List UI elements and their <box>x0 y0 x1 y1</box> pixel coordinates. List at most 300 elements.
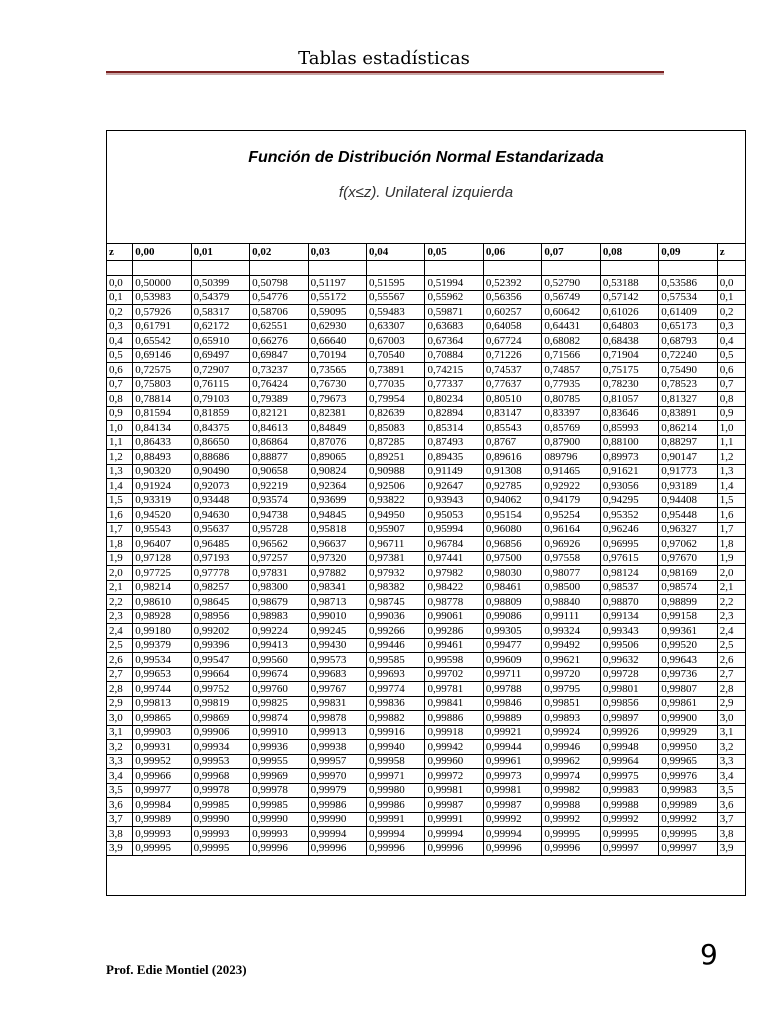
probability-cell: 0,97615 <box>600 551 658 566</box>
table-row <box>107 827 746 842</box>
z-value-cell: 0,4 <box>717 334 745 349</box>
probability-cell: 0,92073 <box>191 479 249 494</box>
probability-cell: 0,90988 <box>367 464 425 479</box>
probability-cell: 0,95818 <box>308 522 366 537</box>
probability-cell: 0,96711 <box>367 537 425 552</box>
probability-cell: 0,67364 <box>425 334 483 349</box>
probability-cell: 0,99324 <box>542 624 600 639</box>
z-value-cell: 3,9 <box>107 841 133 856</box>
z-value-cell: 3,2 <box>107 740 133 755</box>
probability-cell: 0,56749 <box>542 290 600 305</box>
z-value-cell: 2,4 <box>717 624 745 639</box>
probability-cell: 0,98461 <box>483 580 541 595</box>
probability-cell: 0,97670 <box>659 551 717 566</box>
probability-cell: 0,86433 <box>133 435 191 450</box>
probability-cell: 0,74215 <box>425 363 483 378</box>
probability-cell: 0,68438 <box>600 334 658 349</box>
probability-cell: 0,84134 <box>133 421 191 436</box>
probability-cell: 0,99807 <box>659 682 717 697</box>
z-value-cell: 1,9 <box>107 551 133 566</box>
probability-cell: 0,79103 <box>191 392 249 407</box>
probability-cell: 0,69497 <box>191 348 249 363</box>
z-value-cell: 1,4 <box>717 479 745 494</box>
column-header: 0,06 <box>483 244 541 261</box>
z-value-cell: 0,4 <box>107 334 133 349</box>
probability-cell: 0,98257 <box>191 580 249 595</box>
probability-cell: 0,99980 <box>367 783 425 798</box>
probability-cell: 0,98500 <box>542 580 600 595</box>
probability-cell: 0,87493 <box>425 435 483 450</box>
z-table <box>106 243 746 856</box>
probability-cell: 0,72240 <box>659 348 717 363</box>
probability-cell: 0,75175 <box>600 363 658 378</box>
probability-cell: 0,74857 <box>542 363 600 378</box>
probability-cell: 0,99245 <box>308 624 366 639</box>
probability-cell: 0,98382 <box>367 580 425 595</box>
probability-cell: 0,61026 <box>600 305 658 320</box>
probability-cell: 0,66640 <box>308 334 366 349</box>
z-value-cell: 3,5 <box>107 783 133 798</box>
probability-cell: 0,99305 <box>483 624 541 639</box>
probability-cell: 0,93943 <box>425 493 483 508</box>
probability-cell: 0,99795 <box>542 682 600 697</box>
z-value-cell: 2,5 <box>107 638 133 653</box>
probability-cell: 0,99924 <box>542 725 600 740</box>
probability-cell: 0,99506 <box>600 638 658 653</box>
z-value-cell: 1,9 <box>717 551 745 566</box>
probability-cell: 0,91773 <box>659 464 717 479</box>
probability-cell: 0,81594 <box>133 406 191 421</box>
z-value-cell: 1,0 <box>717 421 745 436</box>
probability-cell: 0,99996 <box>250 841 308 856</box>
probability-cell: 0,99856 <box>600 696 658 711</box>
probability-cell: 0,99996 <box>367 841 425 856</box>
column-header: 0,00 <box>133 244 191 261</box>
table-row <box>107 812 746 827</box>
probability-cell: 0,94179 <box>542 493 600 508</box>
spacer-cell <box>367 261 425 276</box>
probability-cell: 0,88493 <box>133 450 191 465</box>
probability-cell: 0,86650 <box>191 435 249 450</box>
probability-cell: 0,68793 <box>659 334 717 349</box>
z-value-cell: 0,7 <box>717 377 745 392</box>
probability-cell: 0,98537 <box>600 580 658 595</box>
z-value-cell: 2,7 <box>107 667 133 682</box>
probability-cell: 0,70540 <box>367 348 425 363</box>
z-value-cell: 1,1 <box>107 435 133 450</box>
probability-cell: 0,73891 <box>367 363 425 378</box>
probability-cell: 0,60642 <box>542 305 600 320</box>
probability-cell: 0,91924 <box>133 479 191 494</box>
probability-cell: 0,96164 <box>542 522 600 537</box>
probability-cell: 0,56356 <box>483 290 541 305</box>
probability-cell: 0,92506 <box>367 479 425 494</box>
probability-cell: 0,79673 <box>308 392 366 407</box>
z-value-cell: 3,8 <box>107 827 133 842</box>
probability-cell: 0,98713 <box>308 595 366 610</box>
probability-cell: 0,99992 <box>659 812 717 827</box>
probability-cell: 0,99940 <box>367 740 425 755</box>
probability-cell: 0,99989 <box>659 798 717 813</box>
probability-cell: 0,78814 <box>133 392 191 407</box>
probability-cell: 0,99986 <box>308 798 366 813</box>
footer-author: Prof. Edie Montiel (2023) <box>106 962 247 977</box>
probability-cell: 0,98124 <box>600 566 658 581</box>
probability-cell: 0,97062 <box>659 537 717 552</box>
probability-cell: 0,99224 <box>250 624 308 639</box>
probability-cell: 0,99934 <box>191 740 249 755</box>
probability-cell: 0,99946 <box>542 740 600 755</box>
probability-cell: 0,99997 <box>659 841 717 856</box>
probability-cell: 0,99903 <box>133 725 191 740</box>
z-value-cell: 2,1 <box>107 580 133 595</box>
probability-cell: 0,64431 <box>542 319 600 334</box>
probability-cell: 0,99994 <box>308 827 366 842</box>
probability-cell: 0,98679 <box>250 595 308 610</box>
probability-cell: 0,99180 <box>133 624 191 639</box>
probability-cell: 0,99889 <box>483 711 541 726</box>
spacer-cell <box>425 261 483 276</box>
probability-cell: 0,91308 <box>483 464 541 479</box>
column-header: 0,01 <box>191 244 249 261</box>
z-value-cell: 0,3 <box>717 319 745 334</box>
page-header-title: Tablas estadísticas <box>298 48 470 69</box>
probability-cell: 0,99942 <box>425 740 483 755</box>
probability-cell: 0,99965 <box>659 754 717 769</box>
probability-cell: 0,99760 <box>250 682 308 697</box>
probability-cell: 0,99977 <box>133 783 191 798</box>
probability-cell: 0,89435 <box>425 450 483 465</box>
probability-cell: 0,93319 <box>133 493 191 508</box>
probability-cell: 0,99910 <box>250 725 308 740</box>
probability-cell: 0,99994 <box>367 827 425 842</box>
z-value-cell: 0,9 <box>717 406 745 421</box>
probability-cell: 0,99913 <box>308 725 366 740</box>
z-value-cell: 0,0 <box>107 276 133 291</box>
probability-cell: 0,86214 <box>659 421 717 436</box>
probability-cell: 0,59871 <box>425 305 483 320</box>
probability-cell: 0,99585 <box>367 653 425 668</box>
probability-cell: 0,99987 <box>425 798 483 813</box>
probability-cell: 0,99711 <box>483 667 541 682</box>
table-row <box>107 319 746 334</box>
probability-cell: 0,99964 <box>600 754 658 769</box>
probability-cell: 0,53586 <box>659 276 717 291</box>
probability-cell: 0,99643 <box>659 653 717 668</box>
z-value-cell: 1,1 <box>717 435 745 450</box>
probability-cell: 0,99882 <box>367 711 425 726</box>
table-row <box>107 290 746 305</box>
probability-cell: 0,99978 <box>191 783 249 798</box>
probability-cell: 0,94408 <box>659 493 717 508</box>
probability-cell: 0,99929 <box>659 725 717 740</box>
probability-cell: 0,98300 <box>250 580 308 595</box>
probability-cell: 0,54776 <box>250 290 308 305</box>
page-number: 9 <box>700 938 718 971</box>
probability-cell: 0,95254 <box>542 508 600 523</box>
probability-cell: 0,95448 <box>659 508 717 523</box>
probability-cell: 0,99361 <box>659 624 717 639</box>
z-value-cell: 3,1 <box>717 725 745 740</box>
z-value-cell: 1,3 <box>717 464 745 479</box>
probability-cell: 0,99134 <box>600 609 658 624</box>
probability-cell: 0,99461 <box>425 638 483 653</box>
probability-cell: 0,82639 <box>367 406 425 421</box>
probability-cell: 089796 <box>542 450 600 465</box>
probability-cell: 0,81057 <box>600 392 658 407</box>
probability-cell: 0,99520 <box>659 638 717 653</box>
header-row <box>107 244 746 261</box>
probability-cell: 0,89616 <box>483 450 541 465</box>
probability-cell: 0,99991 <box>425 812 483 827</box>
probability-cell: 0,99430 <box>308 638 366 653</box>
table-row <box>107 609 746 624</box>
probability-cell: 0,94062 <box>483 493 541 508</box>
probability-cell: 0,80785 <box>542 392 600 407</box>
probability-cell: 0,99992 <box>600 812 658 827</box>
z-value-cell: 3,0 <box>717 711 745 726</box>
probability-cell: 0,99995 <box>600 827 658 842</box>
probability-cell: 0,99632 <box>600 653 658 668</box>
probability-cell: 0,99982 <box>542 783 600 798</box>
probability-cell: 0,99975 <box>600 769 658 784</box>
probability-cell: 0,81859 <box>191 406 249 421</box>
probability-cell: 0,99774 <box>367 682 425 697</box>
probability-cell: 0,99952 <box>133 754 191 769</box>
table-row <box>107 740 746 755</box>
probability-cell: 0,99962 <box>542 754 600 769</box>
spacer-cell <box>483 261 541 276</box>
probability-cell: 0,99958 <box>367 754 425 769</box>
table-row <box>107 566 746 581</box>
probability-cell: 0,99984 <box>133 798 191 813</box>
z-value-cell: 2,0 <box>107 566 133 581</box>
probability-cell: 0,50798 <box>250 276 308 291</box>
probability-cell: 0,96246 <box>600 522 658 537</box>
probability-cell: 0,99992 <box>542 812 600 827</box>
probability-cell: 0,87285 <box>367 435 425 450</box>
probability-cell: 0,98574 <box>659 580 717 595</box>
probability-cell: 0,99996 <box>308 841 366 856</box>
probability-cell: 0,86864 <box>250 435 308 450</box>
probability-cell: 0,76730 <box>308 377 366 392</box>
table-row <box>107 508 746 523</box>
z-value-cell: 0,6 <box>717 363 745 378</box>
probability-cell: 0,97778 <box>191 566 249 581</box>
probability-cell: 0,85543 <box>483 421 541 436</box>
probability-cell: 0,52790 <box>542 276 600 291</box>
probability-cell: 0,91621 <box>600 464 658 479</box>
probability-cell: 0,97381 <box>367 551 425 566</box>
probability-cell: 0,94295 <box>600 493 658 508</box>
probability-cell: 0,61409 <box>659 305 717 320</box>
probability-cell: 0,91149 <box>425 464 483 479</box>
probability-cell: 0,95352 <box>600 508 658 523</box>
table-row <box>107 537 746 552</box>
probability-cell: 0,92922 <box>542 479 600 494</box>
probability-cell: 0,99995 <box>133 841 191 856</box>
z-value-cell: 2,1 <box>717 580 745 595</box>
probability-cell: 0,80234 <box>425 392 483 407</box>
probability-cell: 0,99752 <box>191 682 249 697</box>
probability-cell: 0,99957 <box>308 754 366 769</box>
probability-cell: 0,91465 <box>542 464 600 479</box>
probability-cell: 0,96407 <box>133 537 191 552</box>
probability-cell: 0,99938 <box>308 740 366 755</box>
probability-cell: 0,99744 <box>133 682 191 697</box>
probability-cell: 0,99955 <box>250 754 308 769</box>
probability-cell: 0,89065 <box>308 450 366 465</box>
probability-cell: 0,99202 <box>191 624 249 639</box>
probability-cell: 0,93699 <box>308 493 366 508</box>
z-value-cell: 1,0 <box>107 421 133 436</box>
probability-cell: 0,99111 <box>542 609 600 624</box>
z-value-cell: 2,2 <box>717 595 745 610</box>
probability-cell: 0,69847 <box>250 348 308 363</box>
probability-cell: 0,55172 <box>308 290 366 305</box>
table-row <box>107 493 746 508</box>
probability-cell: 0,71566 <box>542 348 600 363</box>
probability-cell: 0,93822 <box>367 493 425 508</box>
table-row <box>107 725 746 740</box>
probability-cell: 0,99950 <box>659 740 717 755</box>
probability-cell: 0,80510 <box>483 392 541 407</box>
probability-cell: 0,55962 <box>425 290 483 305</box>
probability-cell: 0,94520 <box>133 508 191 523</box>
table-row <box>107 377 746 392</box>
probability-cell: 0,99916 <box>367 725 425 740</box>
z-value-cell: 2,4 <box>107 624 133 639</box>
probability-cell: 0,96926 <box>542 537 600 552</box>
probability-cell: 0,67724 <box>483 334 541 349</box>
z-value-cell: 2,0 <box>717 566 745 581</box>
probability-cell: 0,90320 <box>133 464 191 479</box>
probability-cell: 0,99985 <box>250 798 308 813</box>
probability-cell: 0,75803 <box>133 377 191 392</box>
probability-cell: 0,99944 <box>483 740 541 755</box>
probability-cell: 0,99969 <box>250 769 308 784</box>
probability-cell: 0,88100 <box>600 435 658 450</box>
probability-cell: 0,99976 <box>659 769 717 784</box>
probability-cell: 0,98778 <box>425 595 483 610</box>
probability-cell: 0,68082 <box>542 334 600 349</box>
probability-cell: 0,94845 <box>308 508 366 523</box>
probability-cell: 0,99981 <box>483 783 541 798</box>
probability-cell: 0,99993 <box>191 827 249 842</box>
probability-cell: 0,99767 <box>308 682 366 697</box>
probability-cell: 0,57926 <box>133 305 191 320</box>
z-value-cell: 2,7 <box>717 667 745 682</box>
probability-cell: 0,61791 <box>133 319 191 334</box>
probability-cell: 0,72575 <box>133 363 191 378</box>
probability-cell: 0,92647 <box>425 479 483 494</box>
probability-cell: 0,99781 <box>425 682 483 697</box>
z-value-cell: 0,5 <box>107 348 133 363</box>
probability-cell: 0,83147 <box>483 406 541 421</box>
probability-cell: 0,99983 <box>659 783 717 798</box>
probability-cell: 0,98840 <box>542 595 600 610</box>
probability-cell: 0,90147 <box>659 450 717 465</box>
probability-cell: 0,97500 <box>483 551 541 566</box>
table-row <box>107 348 746 363</box>
probability-cell: 0,99846 <box>483 696 541 711</box>
probability-cell: 0,99664 <box>191 667 249 682</box>
probability-cell: 0,64803 <box>600 319 658 334</box>
probability-cell: 0,96562 <box>250 537 308 552</box>
probability-cell: 0,99609 <box>483 653 541 668</box>
probability-cell: 0,94950 <box>367 508 425 523</box>
probability-cell: 0,99674 <box>250 667 308 682</box>
probability-cell: 0,88297 <box>659 435 717 450</box>
probability-cell: 0,99990 <box>308 812 366 827</box>
probability-cell: 0,71904 <box>600 348 658 363</box>
probability-cell: 0,66276 <box>250 334 308 349</box>
probability-cell: 0,99886 <box>425 711 483 726</box>
probability-cell: 0,83646 <box>600 406 658 421</box>
probability-cell: 0,99831 <box>308 696 366 711</box>
probability-cell: 0,99978 <box>250 783 308 798</box>
probability-cell: 0,99683 <box>308 667 366 682</box>
table-title: Función de Distribución Normal Estandarizada <box>248 149 604 166</box>
z-value-cell: 1,7 <box>107 522 133 537</box>
z-value-cell: 1,2 <box>107 450 133 465</box>
probability-cell: 0,51994 <box>425 276 483 291</box>
probability-cell: 0,99061 <box>425 609 483 624</box>
probability-cell: 0,8767 <box>483 435 541 450</box>
probability-cell: 0,99865 <box>133 711 191 726</box>
probability-cell: 0,99861 <box>659 696 717 711</box>
probability-cell: 0,98077 <box>542 566 600 581</box>
column-header: z <box>107 244 133 261</box>
probability-cell: 0,76115 <box>191 377 249 392</box>
probability-cell: 0,90824 <box>308 464 366 479</box>
probability-cell: 0,59095 <box>308 305 366 320</box>
z-value-cell: 0,8 <box>107 392 133 407</box>
table-row <box>107 479 746 494</box>
probability-cell: 0,99736 <box>659 667 717 682</box>
probability-cell: 0,54379 <box>191 290 249 305</box>
probability-cell: 0,99968 <box>191 769 249 784</box>
probability-cell: 0,57142 <box>600 290 658 305</box>
probability-cell: 0,99992 <box>483 812 541 827</box>
z-value-cell: 1,6 <box>107 508 133 523</box>
probability-cell: 0,99653 <box>133 667 191 682</box>
probability-cell: 0,99900 <box>659 711 717 726</box>
probability-cell: 0,72907 <box>191 363 249 378</box>
probability-cell: 0,96080 <box>483 522 541 537</box>
probability-cell: 0,99994 <box>425 827 483 842</box>
probability-cell: 0,97128 <box>133 551 191 566</box>
probability-cell: 0,99948 <box>600 740 658 755</box>
probability-cell: 0,93574 <box>250 493 308 508</box>
z-value-cell: 3,0 <box>107 711 133 726</box>
table-row <box>107 580 746 595</box>
probability-cell: 0,96485 <box>191 537 249 552</box>
spacer-cell <box>133 261 191 276</box>
z-value-cell: 2,8 <box>717 682 745 697</box>
probability-cell: 0,92364 <box>308 479 366 494</box>
probability-cell: 0,99396 <box>191 638 249 653</box>
probability-cell: 0,99720 <box>542 667 600 682</box>
probability-cell: 0,87900 <box>542 435 600 450</box>
probability-cell: 0,98956 <box>191 609 249 624</box>
table-row <box>107 696 746 711</box>
probability-cell: 0,99974 <box>542 769 600 784</box>
probability-cell: 0,82381 <box>308 406 366 421</box>
probability-cell: 0,99446 <box>367 638 425 653</box>
probability-cell: 0,89251 <box>367 450 425 465</box>
probability-cell: 0,88686 <box>191 450 249 465</box>
